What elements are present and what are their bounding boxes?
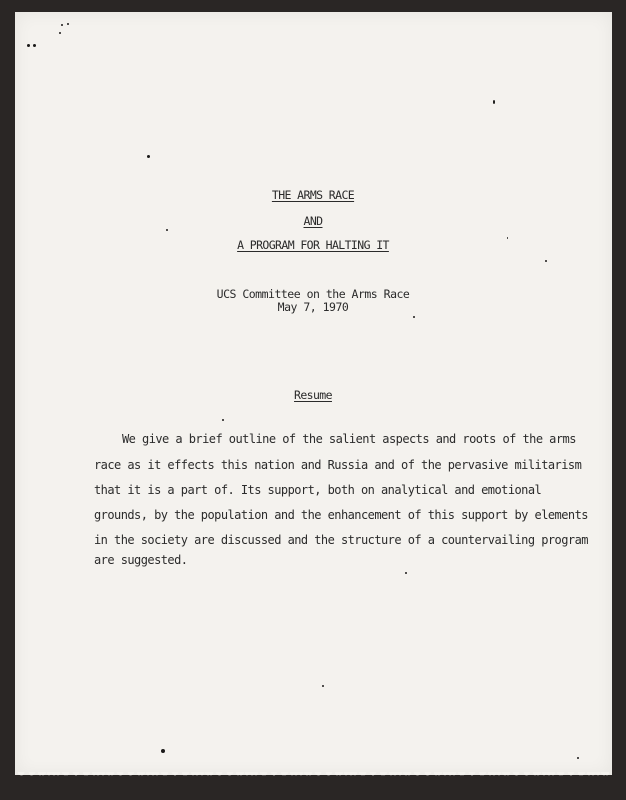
- speck-mark: [322, 685, 324, 687]
- body-line: race as it effects this nation and Russia and of the pervasive militarism: [94, 458, 582, 472]
- body-line: are suggested.: [94, 553, 188, 567]
- committee-name: UCS Committee on the Arms Race: [216, 287, 410, 301]
- speck-mark: [222, 419, 224, 421]
- speck-mark: [413, 316, 415, 318]
- document-title-line-3: A PROGRAM FOR HALTING IT: [237, 238, 389, 252]
- speck-mark: [33, 44, 36, 47]
- speck-mark: [59, 32, 61, 34]
- speck-mark: [27, 44, 30, 47]
- document-date: May 7, 1970: [277, 300, 349, 314]
- body-line: grounds, by the population and the enhancement of this support by elements: [94, 508, 588, 522]
- speck-mark: [493, 100, 495, 104]
- body-line: in the society are discussed and the structure of a countervailing program: [94, 533, 588, 547]
- speck-mark: [67, 23, 69, 25]
- speck-mark: [61, 24, 63, 26]
- speck-mark: [577, 757, 579, 759]
- torn-bottom-edge: [15, 772, 612, 780]
- speck-mark: [545, 260, 547, 262]
- speck-mark: [147, 155, 150, 158]
- body-line: We give a brief outline of the salient aspects and roots of the arms: [122, 432, 576, 446]
- document-title-line-1: THE ARMS RACE: [271, 188, 355, 202]
- speck-mark: [161, 749, 165, 753]
- body-line: that it is a part of. Its support, both on analytical and emotional: [94, 483, 542, 497]
- speck-mark: [405, 572, 407, 574]
- document-title-line-2: AND: [303, 214, 323, 228]
- speck-mark: [166, 229, 168, 231]
- section-heading: Resume: [294, 388, 332, 402]
